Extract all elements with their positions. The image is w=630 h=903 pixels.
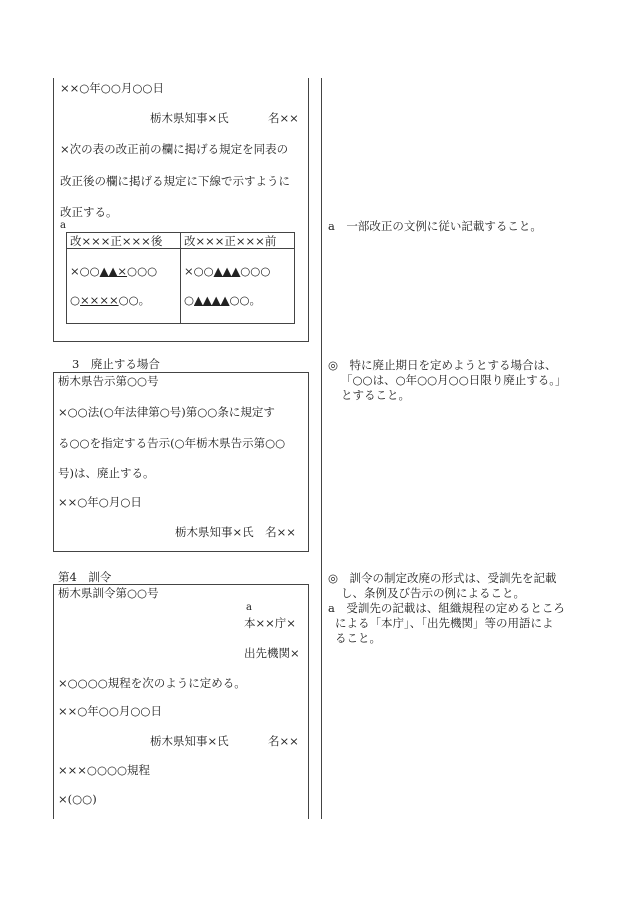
s4-note-line3: a 受訓先の記載は、組織規程の定めるところ (328, 601, 565, 615)
s3-body-line2: る○○を指定する告示(○年栃木県告示第○○ (58, 436, 286, 450)
after-row1-pre: ×○○ (70, 264, 100, 278)
s4-box-right (308, 584, 309, 819)
s4-paragraph: ×(○○) (58, 792, 97, 806)
before-row2-underlined: ▲▲▲▲ (194, 293, 230, 307)
after-row1-underlined: ▲▲× (99, 264, 128, 278)
column-divider (321, 78, 322, 819)
before-row1-underlined: ▲▲▲ (213, 264, 241, 278)
s4-box-left (53, 584, 54, 819)
before-row1-pre: ×○○ (184, 264, 214, 278)
s4-addressee-branch-offices: 出先機関× (244, 646, 300, 660)
table-before-row2 (184, 293, 261, 307)
table-after-row1 (70, 264, 157, 278)
s3-note-line2: 「○○は、○年○○月○○日限り廃止する。」 (341, 373, 567, 387)
s2-body-line1: ×次の表の改正前の欄に掲げる規定を同表の (60, 142, 289, 156)
s3-note-line1: ◎ 特に廃止期日を定めようとする場合は、 (328, 358, 557, 372)
before-row2-post: ○○。 (229, 293, 262, 307)
s4-instruction-number: 栃木県訓令第○○号 (58, 586, 159, 600)
s4-mark-a: a (246, 602, 252, 613)
s2-governor-suffix: 名×× (268, 111, 299, 125)
s4-governor-suffix: 名×× (268, 734, 299, 748)
amendment-table-column-rule (180, 232, 181, 324)
before-row2-pre: ○ (184, 293, 195, 307)
s4-note-line2: し、条例及び告示の例によること。 (341, 586, 525, 600)
s3-notice-number: 栃木県告示第○○号 (58, 374, 159, 388)
s2-mark-a: a (60, 220, 66, 231)
s3-date: ××○年○月○日 (58, 495, 142, 509)
after-row1-post: ○○○ (127, 264, 158, 278)
s4-body: ×○○○○規程を次のように定める。 (58, 676, 246, 690)
s4-note-line4: による「本庁」、「出先機関」等の用語によ (335, 616, 554, 630)
s4-addressee-main-office: 本××庁× (244, 616, 296, 630)
s4-governor-name: 栃木県知事×氏 (150, 734, 229, 748)
s2-box-right (308, 78, 309, 342)
s3-body-line3: 号)は、廃止する。 (58, 466, 155, 480)
s4-note-line5: ること。 (335, 631, 381, 645)
s2-body-line2: 改正後の欄に掲げる規定に下線で示すように (60, 174, 290, 188)
s4-heading: 第4 訓令 (58, 570, 112, 584)
table-after-row2 (70, 293, 150, 307)
s3-body-line1: ×○○法(○年法律第○号)第○○条に規定す (58, 405, 275, 419)
s2-body-line3: 改正する。 (60, 205, 118, 219)
table-header-before: 改×××正×××前 (184, 234, 277, 248)
s2-box-bottom (53, 341, 309, 342)
after-row2-pre: ○ (70, 293, 81, 307)
s3-governor: 栃木県知事×氏 名×× (175, 525, 296, 539)
s2-box-left (53, 78, 54, 342)
s2-date: ××○年○○月○○日 (60, 81, 164, 95)
table-header-after: 改×××正×××後 (70, 234, 163, 248)
s3-note-line3: とすること。 (341, 388, 410, 402)
s4-note-line1: ◎ 訓令の制定改廃の形式は、受訓先を記載 (328, 571, 557, 585)
s4-regulation-title: ×××○○○○規程 (58, 763, 151, 777)
s2-note: a 一部改正の文例に従い記載すること。 (328, 219, 542, 233)
table-before-row1 (184, 264, 270, 278)
s4-date: ××○年○○月○○日 (58, 704, 162, 718)
before-row1-post: ○○○ (240, 264, 271, 278)
after-row2-underlined: ×××× (80, 293, 119, 307)
s2-governor-name: 栃木県知事×氏 (150, 111, 229, 125)
after-row2-post: ○○。 (118, 293, 151, 307)
s4-box-top (53, 584, 309, 585)
s3-heading: 3 廃止する場合 (72, 357, 160, 371)
